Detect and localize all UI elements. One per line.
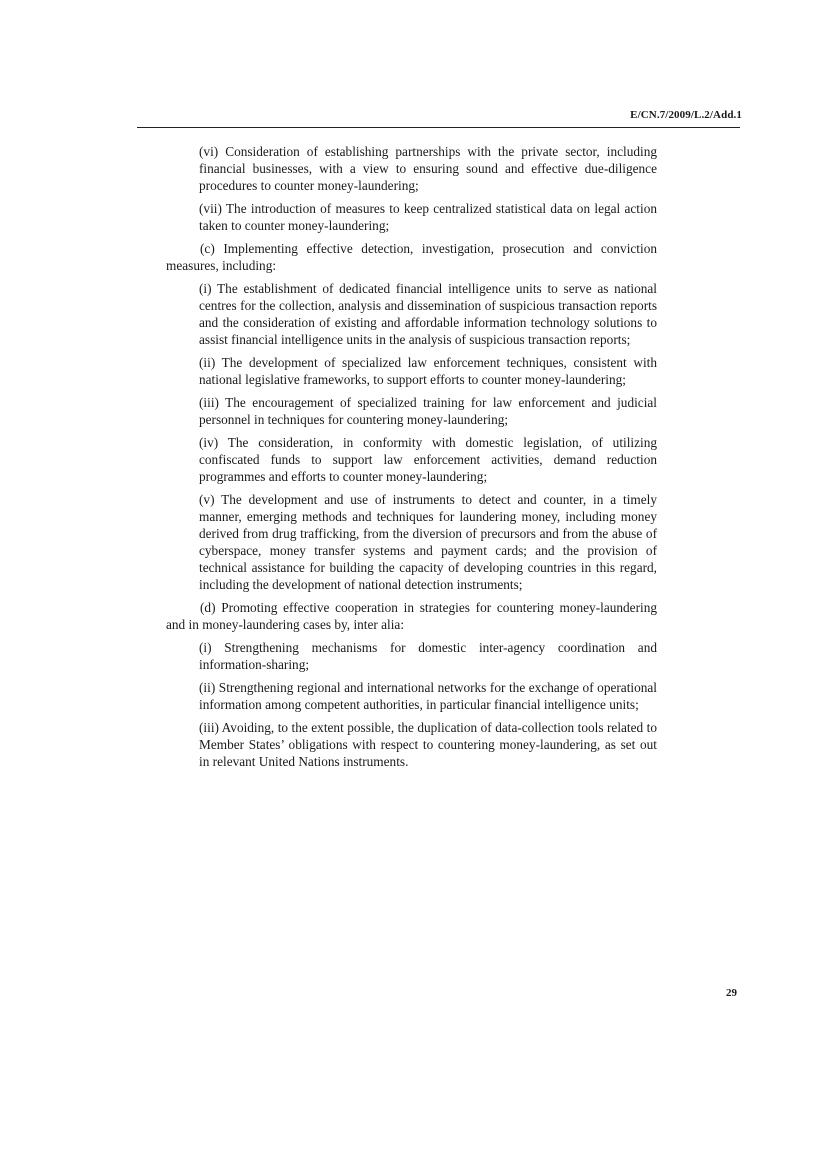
page-number: 29 [726, 987, 737, 999]
subparagraph-c-i: (i) The establishment of dedicated financial intelligence units to serve as national centres for the collection, analysis and dissemination of suspicious transaction reports and the consideration of existing and affordable information technology solutions to assist financial intelligence units in the analysis of suspicious transaction reports; [199, 281, 657, 347]
subparagraph-c-ii: (ii) The development of specialized law enforcement techniques, consistent with national legislative frameworks, to support efforts to counter money-laundering; [199, 355, 657, 387]
subparagraph-c-iii: (iii) The encouragement of specialized training for law enforcement and judicial personnel in techniques for countering money-laundering; [199, 395, 657, 427]
document-body [0, 143, 826, 776]
paragraph-c: (c) Implementing effective detection, investigation, prosecution and conviction measures, including: [166, 241, 657, 273]
subparagraph-d-ii: (ii) Strengthening regional and international networks for the exchange of operational information among competent authorities, in particular financial intelligence units; [199, 680, 657, 712]
subparagraph-vii: (vii) The introduction of measures to keep centralized statistical data on legal action taken to counter money-laundering; [199, 201, 657, 233]
paragraph-d: (d) Promoting effective cooperation in strategies for countering money-laundering and in money-laundering cases by, inter alia: [166, 600, 657, 632]
subparagraph-c-iv: (iv) The consideration, in conformity with domestic legislation, of utilizing confiscated funds to support law enforcement activities, demand reduction programmes and efforts to counter money-laundering; [199, 435, 657, 484]
subparagraph-vi: (vi) Consideration of establishing partnerships with the private sector, including financial businesses, with a view to ensuring sound and effective due-diligence procedures to counter money-laundering; [199, 144, 657, 193]
subparagraph-d-i: (i) Strengthening mechanisms for domestic inter-agency coordination and information-sharing; [199, 640, 657, 672]
header-rule [137, 127, 740, 128]
document-symbol: E/CN.7/2009/L.2/Add.1 [630, 109, 742, 121]
subparagraph-d-iii: (iii) Avoiding, to the extent possible, the duplication of data-collection tools related to Member States’ obligations with respect to countering money-laundering, as set out in relevant United Nations instruments. [199, 720, 657, 769]
subparagraph-c-v: (v) The development and use of instruments to detect and counter, in a timely manner, emerging methods and techniques for laundering money, including money derived from drug trafficking, from the diversion of precursors and from the abuse of cyberspace, money transfer systems and payment cards; and the provision of technical assistance for building the capacity of developing countries in this regard, including the development of national detection instruments; [199, 492, 657, 592]
